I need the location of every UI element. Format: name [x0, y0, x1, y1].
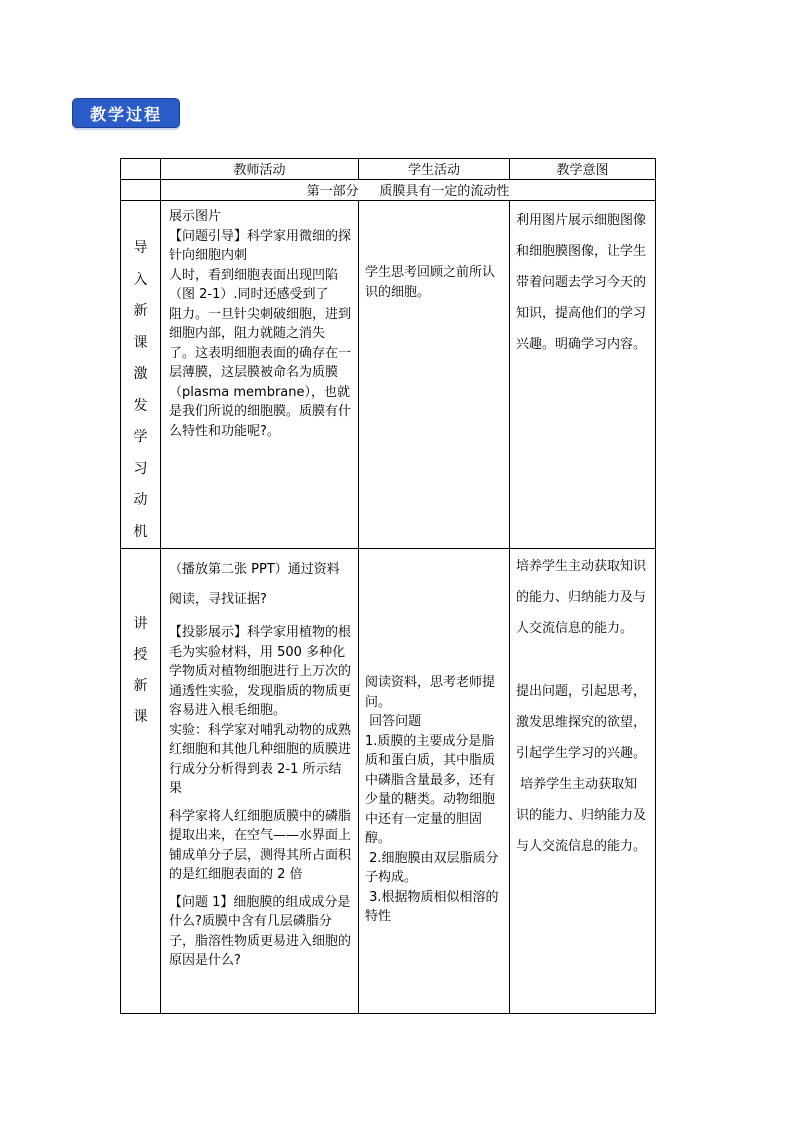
teacher-activity: （播放第二张 PPT）通过资料阅读，寻找证据? 【投影展示】科学家用植物的根毛为实验材料，用 500 多种化学物质对植物细胞进行上万次的通透性实验，发现脂质的物质更容易进入根毛细胞。 实验：科学家对哺乳动物的成熟红细胞和其他几种细胞的质膜进行成分分析得到表 2-1 所示结果 科学家将人红细胞质膜中的磷脂提取出来，在空气——水界面上铺成单分子层，测得其所占面积的是红细胞表面的 2 倍 【问题 1】细胞膜的组成成分是什么?质膜中含有几层磷脂分子，脂溶性物质更易进入细胞的原因是什么? — [169, 562, 352, 968]
stage-label: 讲授新课 — [133, 616, 148, 725]
teaching-intent: 利用图片展示细胞图像和细胞膜图像，让学生带着问题去学习今天的知识，提高他们的学习兴趣。明确学习内容。 — [516, 213, 647, 352]
header-intent: 教学意图 — [510, 159, 656, 180]
section-title: 教学过程 — [89, 104, 162, 124]
part-row — [121, 180, 656, 201]
student-activity: 学生思考回顾之前所认识的细胞。 — [365, 265, 496, 300]
teaching-intent: 培养学生主动获取知识的能力、归纳能力及与人交流信息的能力。 提出问题，引起思考，激发思维探究的欲望，引起学生学习的兴趣。 培养学生主动获取知识的能力、归纳能力及与人交流信息的能力。 — [516, 559, 647, 854]
header-row — [121, 159, 656, 180]
student-activity: 阅读资料，思考老师提问。 回答问题 1.质膜的主要成分是脂质和蛋白质，其中脂质中磷脂含量最多，还有少量的糖类。动物细胞中还有一定量的胆固醇。 2.细胞膜由双层脂质分子构成。 3.根据物质相似相溶的特性 — [365, 675, 499, 924]
part-title: 第一部分 质膜具有一定的流动性 — [161, 180, 656, 201]
section-banner — [72, 98, 180, 128]
stage-label: 导入新课激发学习动机 — [133, 240, 148, 540]
header-teacher: 教师活动 — [161, 159, 359, 180]
lesson-plan-table — [120, 158, 656, 1014]
table-row — [121, 549, 656, 1014]
teacher-activity: 展示图片 【问题引导】科学家用微细的探针向细胞内刺 人时，看到细胞表面出现凹陷（图 2-1）.同时还感受到了 阻力。一旦针尖刺破细胞，进到细胞内部，阻力就随之消失 了。这表明细胞表面的确存在一层薄膜，这层膜被命名为质膜（plasma membrane），也就是我们所说的细胞膜。质膜有什么特性和功能呢?。 — [169, 209, 352, 439]
table-row — [121, 201, 656, 549]
header-stage — [121, 159, 161, 180]
header-student: 学生活动 — [359, 159, 510, 180]
